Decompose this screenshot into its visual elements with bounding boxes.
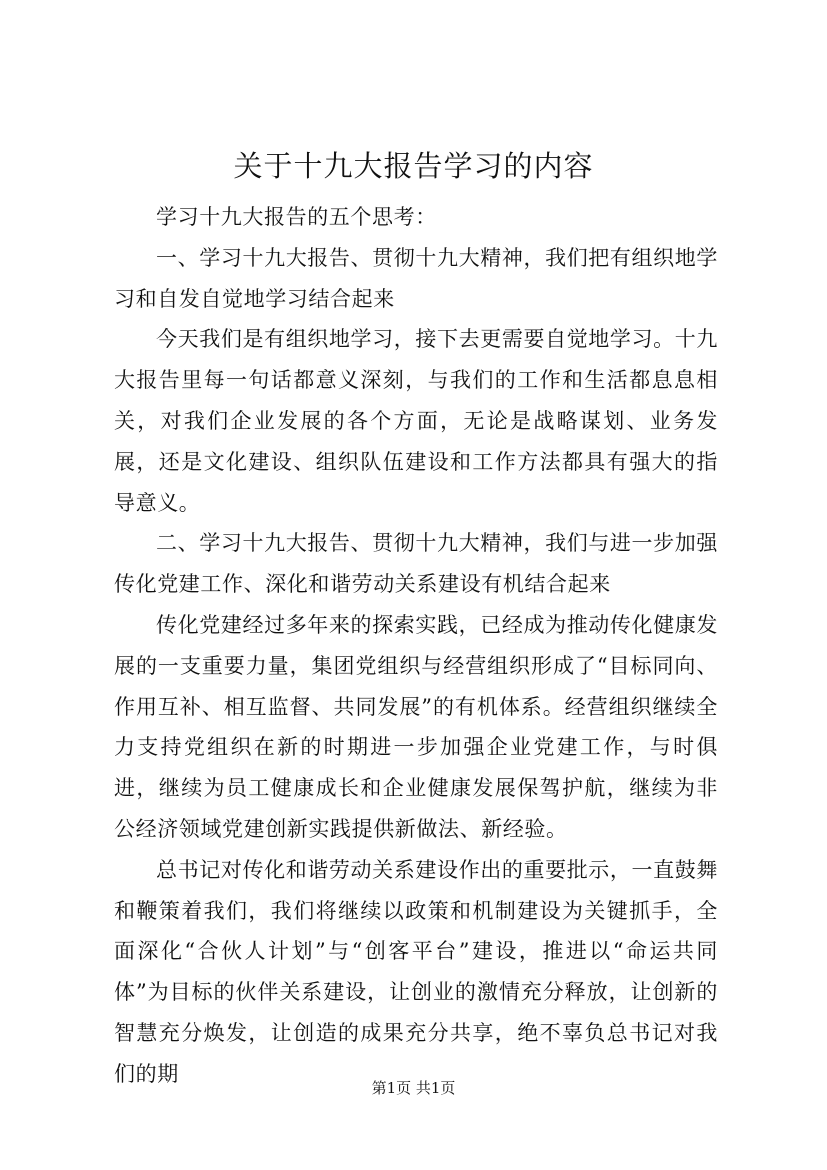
document-title: 关于十九大报告学习的内容 [233, 149, 594, 183]
paragraph: 今天我们是有组织地学习，接下去更需要自觉地学习。十九大报告里每一句话都意义深刻，与我们的工作和生活都息息相关，对我们企业发展的各个方面，无论是战略谋划、业务发展，还是文化建设、组织队伍建设和工作方法都具有强大的指导意义。 [114, 327, 718, 515]
paragraph: 总书记对传化和谐劳动关系建设作出的重要批示，一直鼓舞和鞭策着我们，我们将继续以政策和机制建设为关键抓手，全面深化“合伙人计划”与“创客平台”建设，推进以“命运共同体”为目标的伙伴关系建设，让创业的激情充分释放，让创新的智慧充分焕发，让创造的成果充分共享，绝不辜负总书记对我们的期 [114, 857, 718, 1086]
paragraph: 二、学习十九大报告、贯彻十九大精神，我们与进一步加强传化党建工作、深化和谐劳动关系建设有机结合起来 [114, 531, 718, 597]
paragraph: 传化党建经过多年来的探索实践，已经成为推动传化健康发展的一支重要力量，集团党组织与经营组织形成了“目标同向、作用互补、相互监督、共同发展”的有机体系。经营组织继续全力支持党组织在新的时期进一步加强企业党建工作，与时俱进，继续为员工健康成长和企业健康发展保驾护航，继续为非公经济领域党建创新实践提供新做法、新经验。 [114, 612, 718, 841]
document-body [114, 197, 718, 1095]
page-number-footer: 第1页 共1页 [371, 1079, 456, 1097]
paragraph: 一、学习十九大报告、贯彻十九大精神，我们把有组织地学习和自发自觉地学习结合起来 [114, 245, 718, 311]
paragraph: 学习十九大报告的五个思考： [156, 205, 437, 229]
